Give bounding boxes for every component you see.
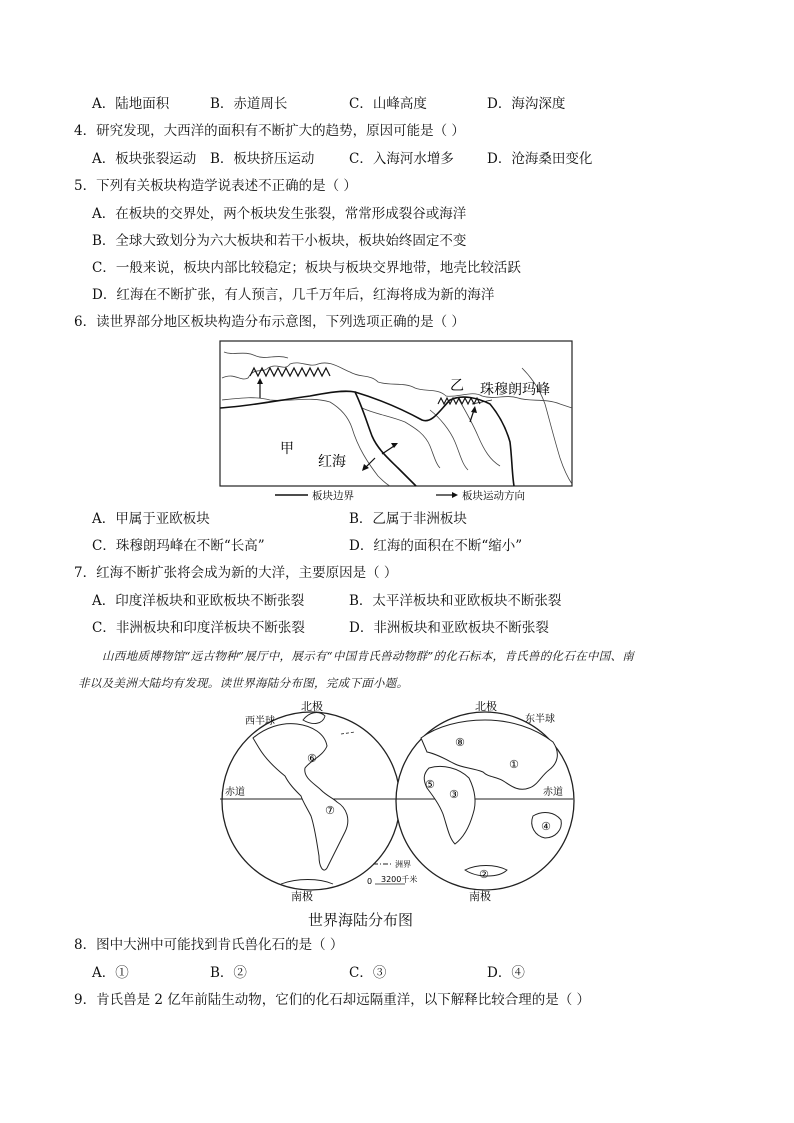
q5-stem: 5．下列有关板块构造学说表述不正确的是（ ）	[74, 178, 357, 194]
q8-option-d: D．④	[487, 965, 525, 981]
num-7: ⑦	[325, 804, 335, 817]
equator-east: 赤道	[543, 787, 563, 798]
south-pole-east: 南极	[469, 890, 491, 903]
world-map-caption: 世界海陆分布图	[308, 911, 414, 929]
q5-option-d: D．红海在不断扩张，有人预言，几千万年后，红海将成为新的海洋	[92, 287, 495, 303]
plate-map	[200, 338, 600, 508]
north-pole-west: 北极	[301, 700, 323, 713]
q5-option-c: C．一般来说，板块内部比较稳定；板块与板块交界地带，地壳比较活跃	[92, 260, 521, 276]
num-5: ⑤	[425, 778, 435, 791]
num-8: ⑧	[455, 736, 465, 749]
q6-stem: 6．读世界部分地区板块构造分布示意图，下列选项正确的是（ ）	[74, 314, 465, 330]
q8-option-b: B．②	[210, 965, 247, 981]
num-1: ①	[509, 758, 519, 771]
intro-line-1: 山西地质博物馆“远古物种”展厅中，展示有“中国肯氏兽动物群”的化石标本，肯氏兽的化石在中国、南	[102, 649, 635, 663]
q6-option-b: B．乙属于非洲板块	[349, 511, 467, 527]
q3-option-d: D．海沟深度	[487, 96, 566, 112]
scale-label: 3200千米	[381, 875, 418, 884]
scale-zero: 0	[367, 877, 373, 886]
label-red-sea: 红海	[318, 454, 346, 470]
south-pole-west: 南极	[291, 890, 313, 903]
q8-option-c: C．③	[349, 965, 387, 981]
north-pole-east: 北极	[475, 700, 497, 713]
q8-stem: 8．图中大洲中可能找到肯氏兽化石的是（ ）	[74, 937, 344, 953]
q7-option-a: A．印度洋板块和亚欧板块不断张裂	[92, 593, 305, 609]
q4-option-a: A．板块张裂运动	[92, 151, 197, 167]
equator-west: 赤道	[225, 787, 245, 798]
west-hemisphere-label: 西半球	[245, 716, 275, 727]
q7-option-d: D．非洲板块和亚欧板块不断张裂	[349, 620, 549, 636]
num-4: ④	[541, 820, 551, 833]
q8-option-a: A．①	[92, 965, 129, 981]
q5-option-b: B．全球大致划分为六大板块和若干小板块，板块始终固定不变	[92, 233, 467, 249]
q4-option-d: D．沧海桑田变化	[487, 151, 593, 167]
q3-option-c: C．山峰高度	[349, 96, 427, 112]
q6-option-c: C．珠穆朗玛峰在不断“长高”	[92, 538, 265, 554]
label-everest: 珠穆朗玛峰	[480, 382, 550, 398]
q6-option-d: D．红海的面积在不断“缩小”	[349, 538, 523, 554]
q7-stem: 7．红海不断扩张将会成为新的大洋，主要原因是（ ）	[74, 565, 398, 581]
q5-option-a: A．在板块的交界处，两个板块发生张裂，常常形成裂谷或海洋	[92, 206, 467, 222]
num-3: ③	[449, 788, 459, 801]
legend-boundary: 板块边界	[312, 490, 354, 502]
east-hemisphere-label: 东半球	[525, 714, 555, 725]
intro-line-2: 非以及美洲大陆均有发现。读世界海陆分布图，完成下面小题。	[78, 676, 409, 690]
q6-option-a: A．甲属于亚欧板块	[92, 511, 210, 527]
world-map	[215, 698, 575, 904]
label-yi: 乙	[450, 378, 464, 394]
q7-option-c: C．非洲板块和印度洋板块不断张裂	[92, 620, 305, 636]
q3-option-a: A．陆地面积	[92, 96, 170, 112]
legend-direction: 板块运动方向	[462, 490, 525, 502]
q9-stem: 9．肯氏兽是 2 亿年前陆生动物，它们的化石却远隔重洋，以下解释比较合理的是（ ）	[74, 992, 591, 1008]
num-2: ②	[479, 868, 489, 881]
q4-stem: 4．研究发现，大西洋的面积有不断扩大的趋势，原因可能是（ ）	[74, 123, 465, 139]
q7-option-b: B．太平洋板块和亚欧板块不断张裂	[349, 593, 562, 609]
q4-option-b: B．板块挤压运动	[210, 151, 315, 167]
legend-continent-boundary: 洲界	[395, 860, 411, 869]
q3-option-b: B．赤道周长	[210, 96, 288, 112]
q4-option-c: C．入海河水增多	[349, 151, 454, 167]
num-6: ⑥	[307, 752, 317, 765]
label-jia: 甲	[280, 441, 294, 457]
